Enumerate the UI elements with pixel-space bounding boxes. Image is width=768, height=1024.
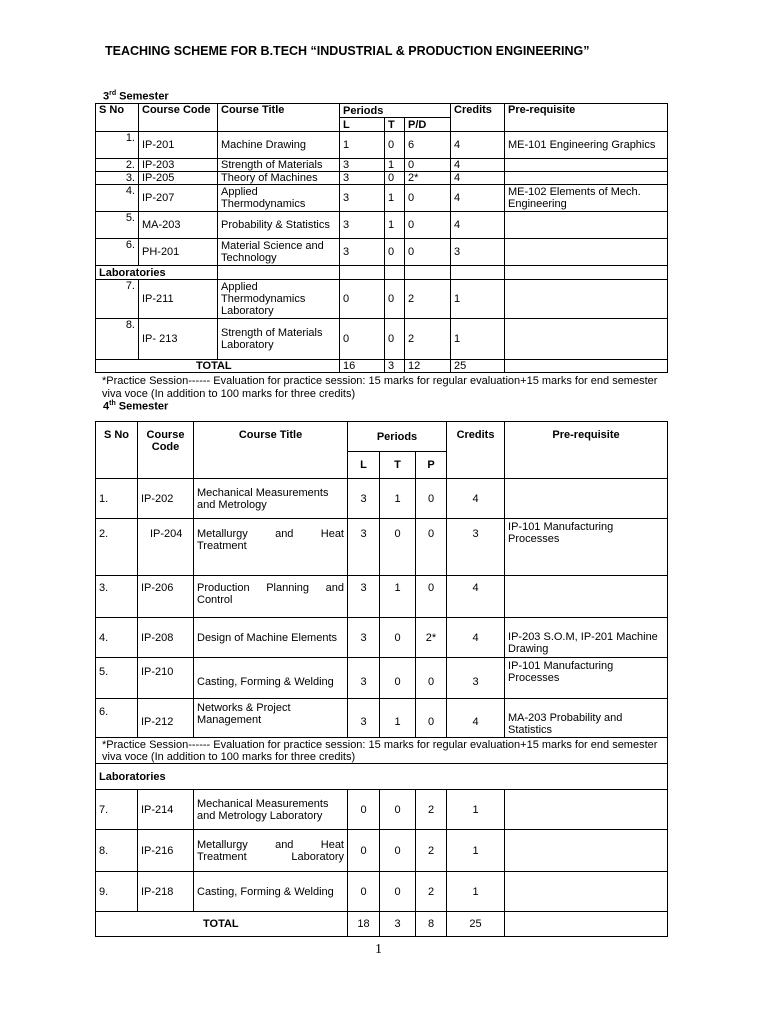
p-cell: 2: [416, 790, 447, 830]
prereq-cell: IP-101 Manufacturing Processes: [505, 658, 668, 699]
sno-cell: 7.: [96, 790, 138, 830]
t-cell: 0: [385, 132, 405, 159]
sem3-heading: [103, 90, 169, 103]
prereq-cell: [505, 159, 668, 172]
credits-cell: 1: [447, 830, 505, 872]
title-cell: Metallurgy and Heat Treatment: [194, 519, 348, 576]
p-cell: 0: [405, 185, 451, 212]
total-label: TOTAL: [96, 912, 348, 937]
credits-cell: 4: [451, 132, 505, 159]
code-cell: IP-210: [138, 658, 194, 699]
p-cell: 0: [416, 658, 447, 699]
p-cell: 0: [416, 576, 447, 618]
code-cell: IP-212: [138, 699, 194, 738]
title-cell: Mechanical Measurements and Metrology: [194, 479, 348, 519]
credits-cell: 4: [451, 159, 505, 172]
total-t: 3: [380, 912, 416, 937]
l-cell: 0: [348, 790, 380, 830]
p-cell: 0: [416, 699, 447, 738]
table-row: [96, 280, 668, 319]
code-cell: IP-202: [138, 479, 194, 519]
prereq-cell: [505, 239, 668, 266]
l-cell: 3: [348, 576, 380, 618]
sem3-labs-label: Laboratories: [96, 266, 218, 280]
sem3-header-code: Course Code: [139, 104, 218, 132]
sem3-header-t: T: [385, 118, 405, 132]
code-cell: IP-211: [139, 280, 218, 319]
credits-cell: 3: [451, 239, 505, 266]
t-cell: 0: [385, 172, 405, 185]
sem4-header-t: T: [380, 452, 416, 479]
t-cell: 0: [380, 830, 416, 872]
sem3-header-l: L: [340, 118, 385, 132]
credits-cell: 3: [447, 658, 505, 699]
title-cell: Material Science and Technology: [218, 239, 340, 266]
l-cell: 3: [348, 519, 380, 576]
sno-cell: 9.: [96, 872, 138, 912]
l-cell: 3: [340, 212, 385, 239]
t-cell: 1: [385, 159, 405, 172]
sno-cell: 6.: [96, 239, 139, 266]
sem3-header-title: Course Title: [218, 104, 340, 132]
p-cell: 2*: [416, 618, 447, 658]
table-row: [96, 479, 668, 519]
title-cell: Metallurgy and Heat Treatment Laboratory: [194, 830, 348, 872]
prereq-cell: [505, 830, 668, 872]
p-cell: 6: [405, 132, 451, 159]
t-cell: 0: [385, 280, 405, 319]
table-row: [96, 790, 668, 830]
sem3-practice-note: *Practice Session------ Evaluation for practice session: 15 marks for regular evaluation+15 marks for end semester viva voce (In addition to 100 marks for three credits): [102, 375, 658, 400]
t-cell: 0: [380, 790, 416, 830]
prereq-cell: [505, 872, 668, 912]
sem4-header-prereq: Pre-requisite: [505, 422, 668, 479]
sem4-label: Semester: [115, 400, 169, 413]
sem4-header-periods: Periods: [348, 422, 447, 452]
code-cell: IP-205: [139, 172, 218, 185]
prereq-cell: IP-203 S.O.M, IP-201 Machine Drawing: [505, 618, 668, 658]
sem4-table: [95, 421, 668, 937]
l-cell: 0: [340, 319, 385, 360]
table-row: [96, 319, 668, 360]
title-cell: Mechanical Measurements and Metrology Laboratory: [194, 790, 348, 830]
title-cell: Probability & Statistics: [218, 212, 340, 239]
table-row: [96, 576, 668, 618]
credits-cell: 4: [451, 172, 505, 185]
sno-cell: 1.: [96, 479, 138, 519]
sem4-header-sno: S No: [96, 422, 138, 479]
credits-cell: 1: [447, 790, 505, 830]
title-cell: Production Planning and Control: [194, 576, 348, 618]
t-cell: 0: [380, 658, 416, 699]
credits-cell: 4: [447, 618, 505, 658]
table-row: [96, 872, 668, 912]
sno-cell: 7.: [96, 280, 139, 319]
code-cell: IP-206: [138, 576, 194, 618]
prereq-cell: ME-102 Elements of Mech. Engineering: [505, 185, 668, 212]
sem4-practice-note: *Practice Session------ Evaluation for practice session: 15 marks for regular evaluation+15 marks for end semester viva voce (In addition to 100 marks for three credits): [96, 738, 668, 764]
sem4-header-p: P: [416, 452, 447, 479]
total-credits: 25: [451, 360, 505, 373]
title-cell: Applied Thermodynamics: [218, 185, 340, 212]
total-l: 18: [348, 912, 380, 937]
prereq-cell: [505, 790, 668, 830]
l-cell: 3: [348, 658, 380, 699]
table-row: [96, 699, 668, 738]
l-cell: 3: [340, 159, 385, 172]
prereq-cell: MA-203 Probability and Statistics: [505, 699, 668, 738]
title-cell: Casting, Forming & Welding: [194, 658, 348, 699]
credits-cell: 1: [447, 872, 505, 912]
title-cell: Theory of Machines: [218, 172, 340, 185]
l-cell: 0: [348, 872, 380, 912]
title-cell: Strength of Materials Laboratory: [218, 319, 340, 360]
document-title: TEACHING SCHEME FOR B.TECH “INDUSTRIAL & PRODUCTION ENGINEERING”: [105, 44, 590, 58]
table-row: [96, 212, 668, 239]
table-row: [96, 618, 668, 658]
credits-cell: 4: [447, 699, 505, 738]
title-cell: Design of Machine Elements: [194, 618, 348, 658]
sno-cell: 6.: [96, 699, 138, 738]
credits-cell: 4: [447, 479, 505, 519]
t-cell: 0: [380, 519, 416, 576]
prereq-cell: [505, 212, 668, 239]
p-cell: 0: [405, 239, 451, 266]
sem3-table: [95, 103, 668, 373]
sem3-header-sno: S No: [96, 104, 139, 132]
page-number: 1: [375, 942, 382, 957]
code-cell: IP-204: [138, 519, 194, 576]
sem3-header-periods: Periods: [340, 104, 451, 118]
l-cell: 3: [340, 239, 385, 266]
sem4-header-title: Course Title: [194, 422, 348, 479]
sno-cell: 3.: [96, 576, 138, 618]
title-cell: Casting, Forming & Welding: [194, 872, 348, 912]
code-cell: IP-201: [139, 132, 218, 159]
sno-cell: 2.: [96, 159, 139, 172]
sno-cell: 5.: [96, 658, 138, 699]
table-row: [96, 172, 668, 185]
t-cell: 1: [380, 576, 416, 618]
prereq-cell: IP-101 Manufacturing Processes: [505, 519, 668, 576]
sno-cell: 8.: [96, 319, 139, 360]
credits-cell: 1: [451, 319, 505, 360]
p-cell: 0: [416, 479, 447, 519]
sem3-label: Semester: [116, 90, 169, 103]
sno-cell: 4.: [96, 185, 139, 212]
sem4-labs-label: Laboratories: [96, 764, 668, 790]
sem4-header-code: Course Code: [138, 422, 194, 479]
sem3-sup: rd: [109, 90, 117, 97]
table-row: [96, 830, 668, 872]
t-cell: 0: [385, 319, 405, 360]
sem4-ord: 4: [103, 400, 110, 413]
prereq-cell: [505, 319, 668, 360]
sno-cell: 1.: [96, 132, 139, 159]
table-row: [96, 159, 668, 172]
p-cell: 2: [405, 319, 451, 360]
title-cell: Applied Thermodynamics Laboratory: [218, 280, 340, 319]
code-cell: IP-214: [138, 790, 194, 830]
credits-cell: 4: [447, 576, 505, 618]
title-cell: Networks & Project Management: [194, 699, 348, 738]
p-cell: 0: [405, 159, 451, 172]
l-cell: 1: [340, 132, 385, 159]
t-cell: 1: [385, 212, 405, 239]
total-t: 3: [385, 360, 405, 373]
l-cell: 3: [348, 479, 380, 519]
p-cell: 2: [416, 830, 447, 872]
code-cell: IP-218: [138, 872, 194, 912]
total-row: [96, 360, 668, 373]
l-cell: 3: [340, 172, 385, 185]
t-cell: 0: [380, 618, 416, 658]
code-cell: IP-207: [139, 185, 218, 212]
code-cell: IP- 213: [139, 319, 218, 360]
sem3-header-prereq: Pre-requisite: [505, 104, 668, 132]
table-row: [96, 185, 668, 212]
prereq-cell: [505, 280, 668, 319]
sno-cell: 2.: [96, 519, 138, 576]
sno-cell: 3.: [96, 172, 139, 185]
code-cell: IP-203: [139, 159, 218, 172]
total-credits: 25: [447, 912, 505, 937]
total-p: 8: [416, 912, 447, 937]
p-cell: 2: [405, 280, 451, 319]
sno-cell: 5.: [96, 212, 139, 239]
total-p: 12: [405, 360, 451, 373]
sem3-header-credits: Credits: [451, 104, 505, 132]
p-cell: 0: [416, 519, 447, 576]
sem4-header-credits: Credits: [447, 422, 505, 479]
credits-cell: 1: [451, 280, 505, 319]
title-cell: Strength of Materials: [218, 159, 340, 172]
credits-cell: 4: [451, 185, 505, 212]
t-cell: 0: [380, 872, 416, 912]
l-cell: 3: [348, 699, 380, 738]
sem4-sup: th: [109, 400, 116, 407]
total-l: 16: [340, 360, 385, 373]
prereq-cell: [505, 479, 668, 519]
table-row: [96, 132, 668, 159]
table-row: [96, 658, 668, 699]
credits-cell: 3: [447, 519, 505, 576]
prereq-cell: [505, 576, 668, 618]
total-row: [96, 912, 668, 937]
prereq-cell: ME-101 Engineering Graphics: [505, 132, 668, 159]
code-cell: MA-203: [139, 212, 218, 239]
p-cell: 2*: [405, 172, 451, 185]
l-cell: 3: [348, 618, 380, 658]
sem4-header-l: L: [348, 452, 380, 479]
l-cell: 3: [340, 185, 385, 212]
table-row: [96, 239, 668, 266]
l-cell: 0: [340, 280, 385, 319]
sno-cell: 4.: [96, 618, 138, 658]
title-cell: Machine Drawing: [218, 132, 340, 159]
total-label: TOTAL: [96, 360, 340, 373]
credits-cell: 4: [451, 212, 505, 239]
code-cell: PH-201: [139, 239, 218, 266]
prereq-cell: [505, 172, 668, 185]
l-cell: 0: [348, 830, 380, 872]
t-cell: 1: [385, 185, 405, 212]
t-cell: 0: [385, 239, 405, 266]
p-cell: 2: [416, 872, 447, 912]
sem4-heading: [103, 400, 168, 413]
p-cell: 0: [405, 212, 451, 239]
table-row: [96, 519, 668, 576]
t-cell: 1: [380, 699, 416, 738]
sem3-header-pd: P/D: [405, 118, 451, 132]
sem3-ord: 3: [103, 90, 110, 103]
code-cell: IP-216: [138, 830, 194, 872]
code-cell: IP-208: [138, 618, 194, 658]
sno-cell: 8.: [96, 830, 138, 872]
t-cell: 1: [380, 479, 416, 519]
